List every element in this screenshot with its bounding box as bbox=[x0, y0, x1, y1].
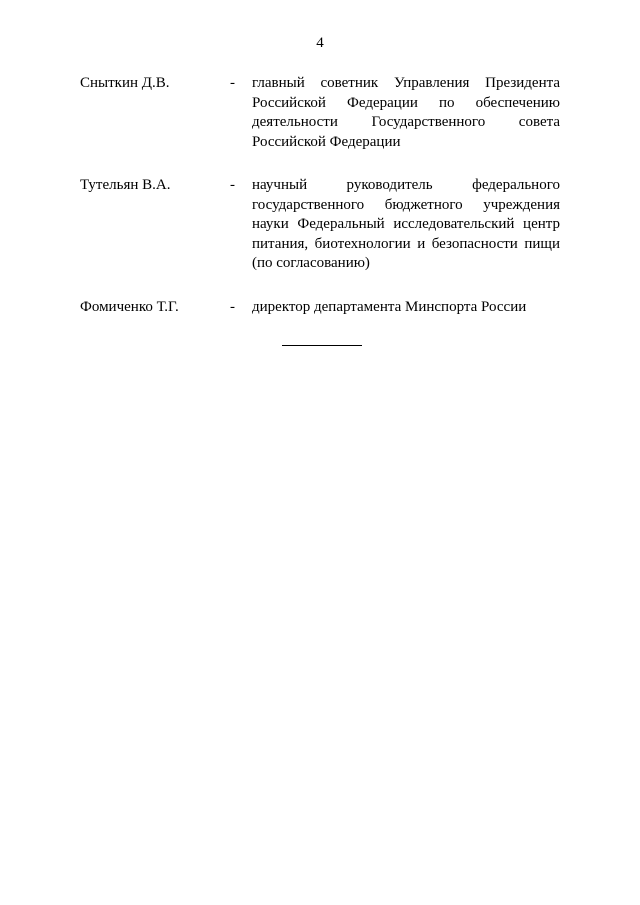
member-dash: - bbox=[230, 75, 235, 91]
closing-separator-line bbox=[282, 345, 362, 346]
member-entry bbox=[80, 176, 560, 274]
member-position: главный советник Управления Президента Российской Федерации по обеспечению деятельности Государственного совета Российской Федерации bbox=[252, 75, 560, 150]
member-list bbox=[80, 74, 560, 317]
member-entry bbox=[80, 298, 560, 318]
member-name: Сныткин Д.В. bbox=[80, 75, 170, 91]
member-entry bbox=[80, 74, 560, 152]
member-name: Тутельян В.А. bbox=[80, 177, 171, 193]
member-dash: - bbox=[230, 298, 235, 315]
member-name: Фомиченко Т.Г. bbox=[80, 298, 179, 315]
page-number: 4 bbox=[316, 35, 324, 51]
member-dash: - bbox=[230, 177, 235, 193]
member-position: научный руководитель федерального государственного бюджетного учреждения науки Федеральный исследовательский центр питания, биотехнологии и безопасности пищи (по согласованию) bbox=[252, 177, 560, 271]
member-position: директор департамента Минспорта России bbox=[252, 298, 527, 315]
